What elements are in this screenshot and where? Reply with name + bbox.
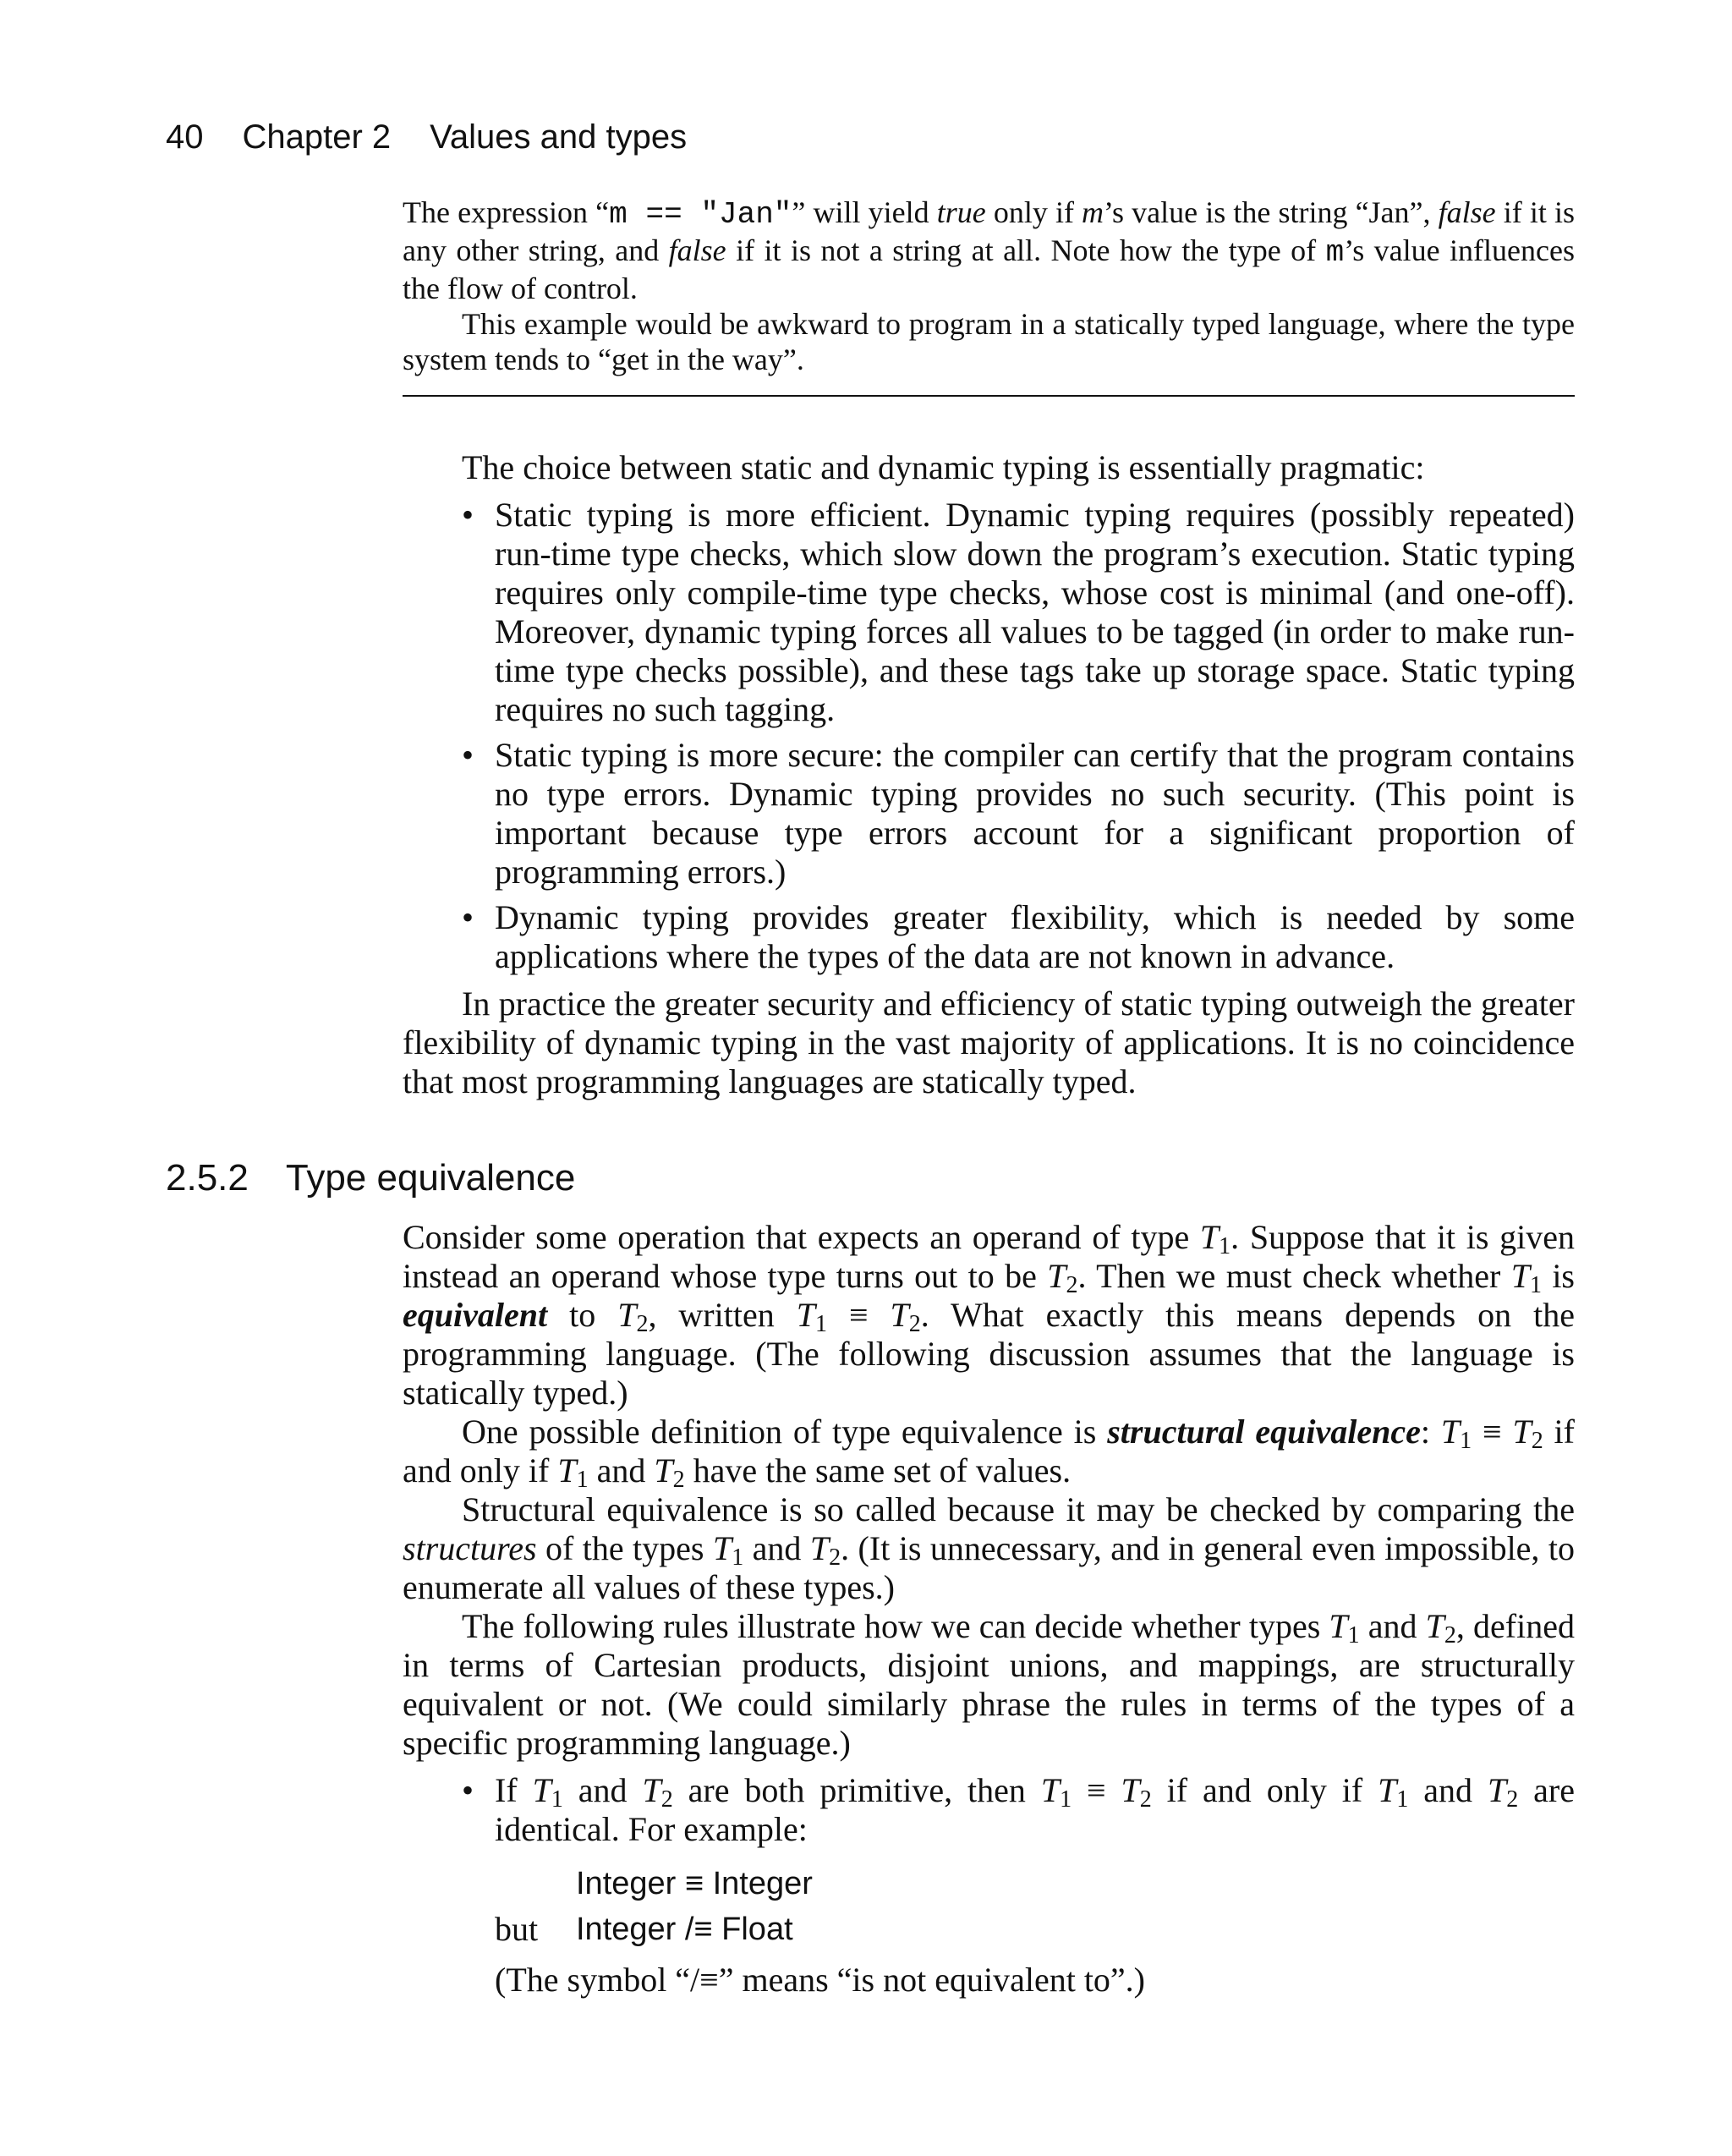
list-item: • Static typing is more secure: the compiler can certify that the program contains no type errors. Dynamic typing provides no such security. (This point is important because type errors account for a significant proportion of programming errors.)	[462, 736, 1575, 891]
example-box	[403, 195, 1575, 377]
term-equivalent: equivalent	[403, 1296, 548, 1334]
example-comment: This example would be awkward to program in a statically typed language, where the type system tends to “get in the way”.	[403, 307, 1575, 376]
bullet-icon: •	[462, 496, 474, 534]
type-equivalence-body	[403, 1218, 1575, 2008]
term-structural-equivalence: structural equivalence	[1107, 1413, 1421, 1451]
equiv-paragraph-4: The following rules illustrate how we can decide whether types $T_1$ and $T_2$, defined in terms of Cartesian products, disjoint unions, and mappings, are structurally equivalent or not. (We could similarly phrase the rules in terms of the types of a specific programming language.)	[403, 1607, 1575, 1762]
typing-bullet-list	[403, 496, 1575, 976]
choice-intro: The choice between static and dynamic typing is essentially pragmatic:	[462, 448, 1425, 486]
chapter-title: Values and types	[430, 118, 688, 156]
bullet-icon: •	[462, 736, 474, 774]
box-divider	[403, 395, 1575, 397]
equiv-paragraph-3: Structural equivalence is so called because it may be checked by comparing the structures of the types $T_1$ and $T_2$. (It is unnecessary, and in general even impossible, to enumerate all values of these types.)	[403, 1490, 1575, 1606]
section-title: Type equivalence	[285, 1157, 576, 1199]
example-equivalent: Integer ≡ Integer	[576, 1866, 813, 1901]
symbol-note: (The symbol “/≡” means “is not equivalent to”.)	[495, 1961, 1146, 1999]
equiv-paragraph-2: One possible definition of type equivalence is structural equivalence: $T_1 \equiv T_2$ if and only if $T_1$ and $T_2$ have the same set of values.	[403, 1413, 1575, 1493]
page-number: 40	[166, 118, 204, 156]
rules-list	[403, 1771, 1575, 2000]
chapter-label: Chapter 2	[242, 118, 392, 156]
equivalence-examples	[495, 1861, 1575, 1952]
bullet-icon: •	[462, 898, 474, 936]
code-expression: m == "Jan"	[609, 197, 792, 232]
list-item: • Dynamic typing provides greater flexibility, which is needed by some applications where the types of the data are not known in advance.	[462, 898, 1575, 975]
example-not-equivalent: Integer /≡ Float	[576, 1912, 793, 1947]
typing-discussion	[403, 448, 1575, 1101]
section-heading	[166, 1157, 575, 1199]
list-item: • If $T_1$ and $T_2$ are both primitive, then $T_1 \equiv T_2$ if and only if $T_1$ and $T_2$ are identical. For example: Integer ≡ Integer but Integer /≡ Float (The symbol “/≡” means “is not equivalent to”.)	[462, 1771, 1576, 1999]
section-number: 2.5.2	[166, 1157, 249, 1199]
equiv-paragraph-1: Consider some operation that expects an operand of type $T_1$. Suppose that it is given instead an operand whose type turns out to be $T_2$. Then we must check whether $T_1$ is equivalent to $T_2$, written $T_1 \equiv T_2$. What exactly this means depends on the programming language. (The following discussion assumes that the language is statically typed.)	[403, 1218, 1575, 1412]
bullet-icon: •	[462, 1771, 474, 1809]
running-header	[166, 118, 687, 156]
example-but-label: but	[495, 1910, 539, 1948]
example-paragraph: The expression “m == "Jan"” will yield true only if m’s value is the string “Jan”, false if it is any other string, and false if it is not a string at all. Note how the type of m’s value influences the flow of control.	[403, 195, 1575, 305]
choice-conclusion: In practice the greater security and efficiency of static typing outweigh the greater flexibility of dynamic typing in the vast majority of applications. It is no coincidence that most programming languages are statically typed.	[403, 985, 1575, 1100]
list-item: • Static typing is more efficient. Dynamic typing requires (possibly repeated) run-time type checks, which slow down the program’s execution. Static typing requires only compile-time type checks, whose cost is minimal (and one-off). Moreover, dynamic typing forces all values to be tagged (in order to make run-time type checks possible), and these tags take up storage space. Static typing requires no such tagging.	[462, 496, 1575, 728]
code-m: m	[1325, 235, 1345, 270]
